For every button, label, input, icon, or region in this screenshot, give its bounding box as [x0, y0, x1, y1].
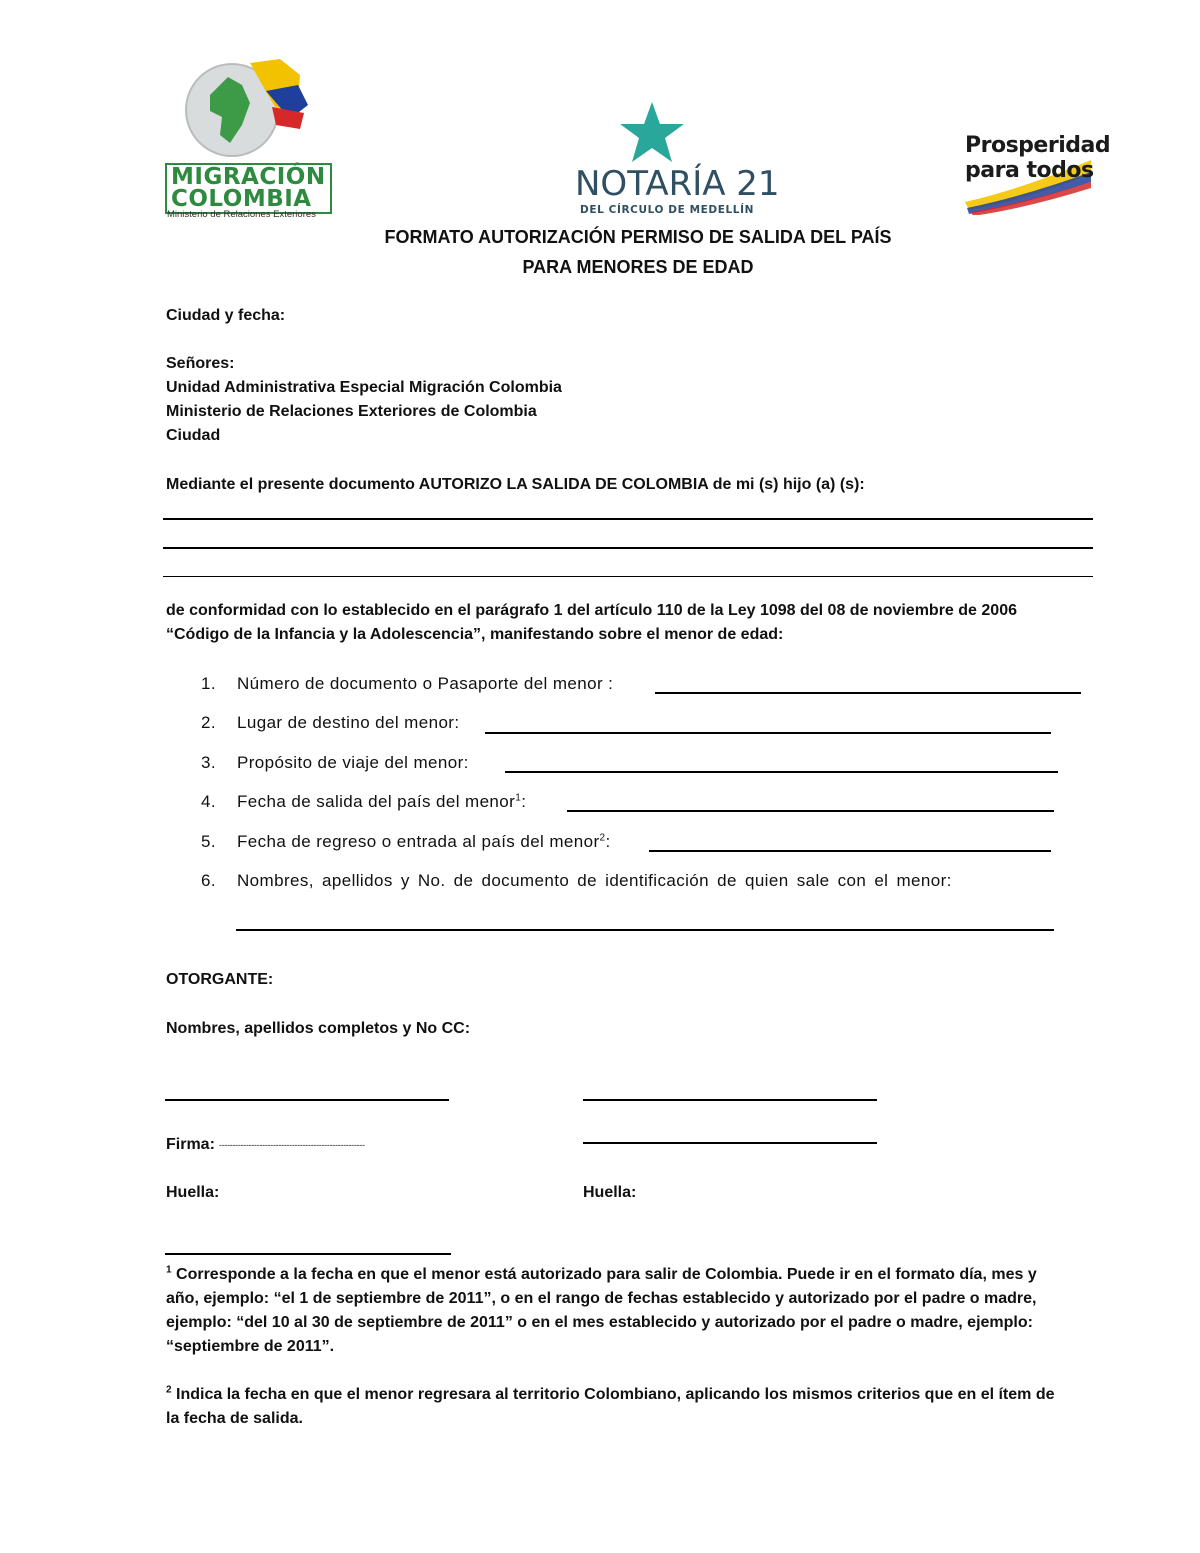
addressee-line-4: Ciudad — [166, 427, 221, 444]
return-date-field[interactable] — [649, 850, 1051, 852]
child-name-line-3[interactable] — [163, 576, 1093, 577]
item-label-colon: : — [521, 792, 527, 811]
signature-dotted-line[interactable]: ------------------------------------------------------ — [219, 1140, 365, 1150]
logo-text-colombia: COLOMBIA — [171, 186, 312, 212]
item-label: Número de documento o Pasaporte del menor : — [237, 674, 614, 693]
notaria-name: NOTARÍA 21 — [575, 164, 780, 204]
addressee-line-1: Señores: — [166, 355, 235, 372]
item-number: 2. — [201, 713, 216, 732]
destination-field[interactable] — [485, 732, 1051, 734]
star-icon — [617, 100, 687, 164]
para-todos-text: para todos — [965, 158, 1094, 183]
document-number-field[interactable] — [655, 692, 1081, 694]
grantor-names-label: Nombres, apellidos completos y No CC: — [166, 1020, 471, 1037]
item-label — [237, 830, 611, 854]
list-item — [201, 869, 1101, 893]
authorization-statement: Mediante el presente documento AUTORIZO LA SALIDA DE COLOMBIA de mi (s) hijo (a) (s): — [166, 476, 865, 493]
footnote-text: Indica la fecha en que el menor regresara al territorio Colombiano, aplicando los mismos criterios que en el ítem de — [176, 1386, 1055, 1403]
item-number: 5. — [201, 832, 216, 851]
item-label: Lugar de destino del menor: — [237, 713, 460, 732]
travel-purpose-field[interactable] — [505, 771, 1058, 773]
globe-icon — [180, 55, 310, 165]
footnote-line: “septiembre de 2011”. — [166, 1338, 335, 1355]
item-number: 6. — [201, 871, 216, 890]
footnote-line: la fecha de salida. — [166, 1410, 303, 1427]
footnote-2 — [166, 1383, 1096, 1431]
child-name-line-2[interactable] — [163, 547, 1093, 549]
logo-text-migracion: MIGRACIÓN — [171, 164, 326, 190]
footnote-line — [166, 1383, 1096, 1407]
conformity-line-1: de conformidad con lo establecido en el parágrafo 1 del artículo 110 de la Ley 1098 del 08 de noviembre de 2006 — [166, 602, 1017, 619]
item-label-colon: : — [605, 832, 611, 851]
logo-text-ministerio: Ministerio de Relaciones Exteriores — [167, 209, 316, 220]
item-number: 3. — [201, 753, 216, 772]
notaria-21-logo — [570, 100, 780, 220]
footnote-ref-1: 1 — [515, 792, 522, 804]
city-date-label: Ciudad y fecha: — [166, 307, 286, 324]
item-label-text: Fecha de salida del país del menor — [237, 792, 516, 811]
footnote-1 — [166, 1263, 1096, 1359]
item-number: 1. — [201, 674, 216, 693]
departure-date-field[interactable] — [567, 810, 1054, 812]
fingerprint-label-left: Huella: — [166, 1184, 220, 1201]
document-title-line1: FORMATO AUTORIZACIÓN PERMISO DE SALIDA DEL PAÍS — [384, 227, 892, 247]
item-label: Propósito de viaje del menor: — [237, 753, 469, 772]
prosperidad-para-todos-logo — [955, 130, 1111, 215]
signature-line-right[interactable] — [583, 1142, 877, 1144]
addressee-line-3: Ministerio de Relaciones Exteriores de Colombia — [166, 403, 537, 420]
child-name-line-1[interactable] — [163, 518, 1093, 520]
grantor-name-line-right[interactable] — [583, 1099, 877, 1101]
grantor-name-line-left[interactable] — [165, 1099, 449, 1101]
footnote-mark: 2 — [166, 1384, 172, 1396]
footnote-ref-2: 2 — [599, 832, 606, 844]
footnote-line: año, ejemplo: “el 1 de septiembre de 2011”, o en el rango de fechas establecido y autorizado por el padre o madre, — [166, 1290, 1037, 1307]
grantor-heading: OTORGANTE: — [166, 971, 274, 988]
footnote-line: ejemplo: “del 10 al 30 de septiembre de 2011” o en el mes establecido y autorizado por el padre o madre, ejemplo: — [166, 1314, 1033, 1331]
footnote-separator — [165, 1253, 451, 1255]
item-label-text: Fecha de regreso o entrada al país del menor — [237, 832, 600, 851]
prosperidad-text: Prosperidad — [965, 133, 1111, 158]
item-number: 4. — [201, 792, 216, 811]
signature-label: Firma: — [166, 1136, 215, 1153]
item-label: Nombres, apellidos y No. de documento de identificación de quien sale con el menor: — [237, 871, 952, 890]
document-title-line2: PARA MENORES DE EDAD — [522, 257, 754, 277]
footnote-mark: 1 — [166, 1264, 172, 1276]
migracion-colombia-logo — [160, 55, 326, 220]
footnote-line — [166, 1263, 1096, 1287]
notaria-subtitle: DEL CÍRCULO DE MEDELLÍN — [580, 204, 754, 216]
addressee-line-2: Unidad Administrativa Especial Migración Colombia — [166, 379, 562, 396]
fingerprint-label-right: Huella: — [583, 1184, 637, 1201]
conformity-line-2: “Código de la Infancia y la Adolescencia”, manifestando sobre el menor de edad: — [166, 626, 784, 643]
item-label — [237, 790, 526, 814]
footnote-text: Corresponde a la fecha en que el menor está autorizado para salir de Colombia. Puede ir en el formato día, mes y — [176, 1266, 1037, 1283]
companion-info-field[interactable] — [236, 929, 1054, 931]
